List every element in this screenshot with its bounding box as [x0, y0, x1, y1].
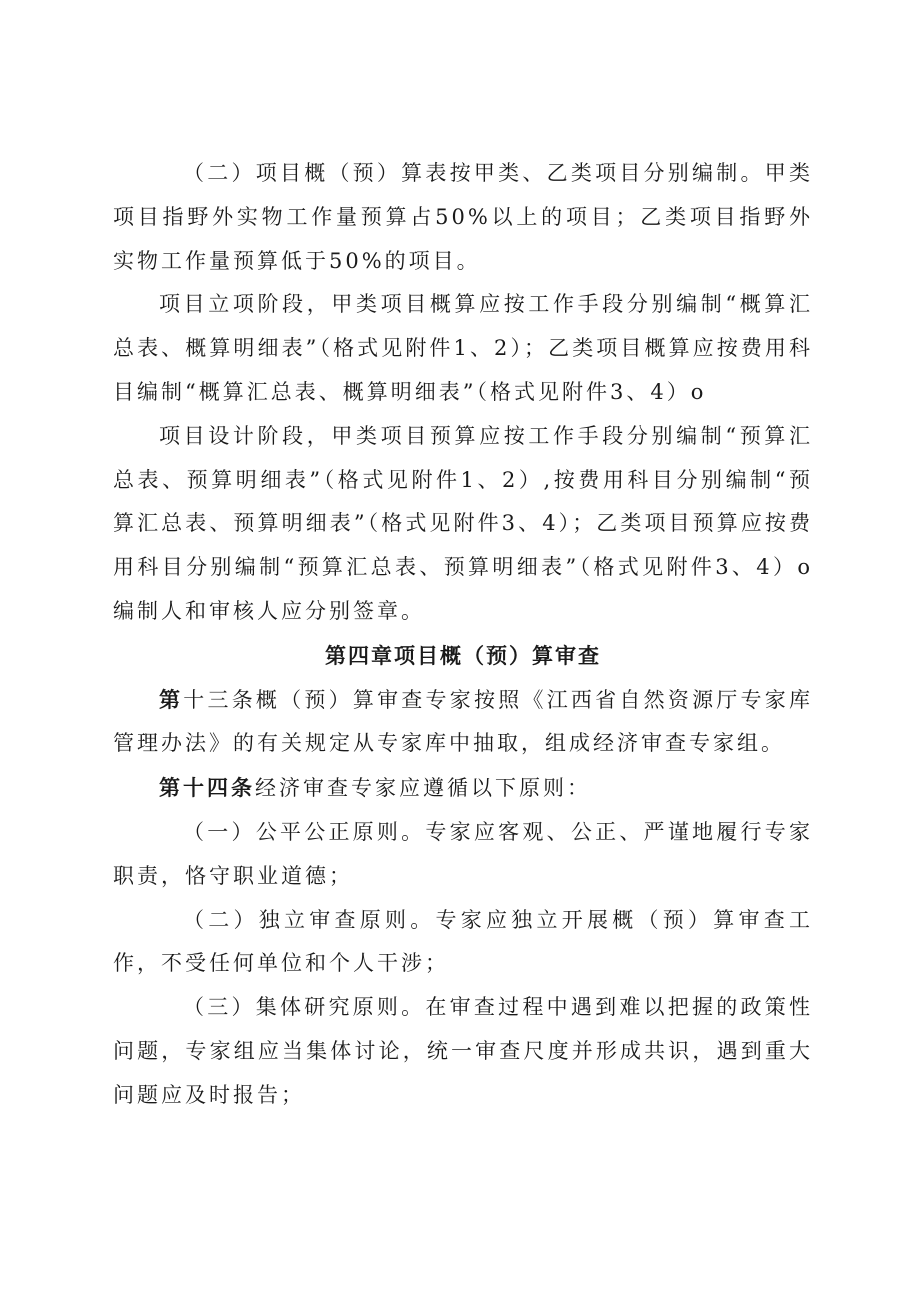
principle-collective-research: （三）集体研究原则。在审查过程中遇到难以把握的政策性问题，专家组应当集体讨论，统一审查尺度并形成共识，遇到重大问题应及时报告； — [113, 995, 813, 1107]
article-14 — [113, 766, 813, 811]
article-13-text: 十三条概（预）算审查专家按照《江西省自然资源厅专家库管理办法》的有关规定从专家库中抽取，组成经济审查专家组。 — [113, 687, 814, 756]
paragraph-budget-classification: （二）项目概（预）算表按甲类、乙类项目分别编制。甲类项目指野外实物工作量预算占50%以上的项目；乙类项目指野外实物工作量预算低于50%的项目。 — [113, 161, 813, 273]
principle-independence: （二）独立审查原则。专家应独立开展概（预）算审查工作，不受任何单位和个人干涉； — [113, 907, 813, 976]
article-14-text: 经济审查专家应遵循以下原则： — [255, 776, 591, 801]
article-13-lead: 第 — [159, 686, 184, 712]
principle-fairness: （一）公平公正原则。专家应客观、公正、严谨地履行专家职责，恪守职业道德； — [113, 819, 813, 888]
article-14-label: 第十四条 — [159, 775, 255, 801]
paragraph-project-approval-stage: 项目立项阶段，甲类项目概算应按工作手段分别编制“概算汇总表、概算明细表”（格式见附件1、2）；乙类项目概算应按费用科目编制“概算汇总表、概算明细表”（格式见附件3、4）o — [113, 292, 813, 404]
chapter-heading: 第四章项目概（预）算审查 — [325, 642, 601, 668]
document-page — [113, 152, 813, 1118]
article-13 — [113, 678, 813, 767]
paragraph-project-design-stage: 项目设计阶段，甲类项目预算应按工作手段分别编制“预算汇总表、预算明细表”（格式见附件1、2）,按费用科目分别编制“预算汇总表、预算明细表”（格式见附件3、4）；乙类项目预算应按费用科目分别编制“预算汇总表、预算明细表”（格式见附件3、4）o编制人和审核人应分别签章。 — [113, 423, 813, 623]
